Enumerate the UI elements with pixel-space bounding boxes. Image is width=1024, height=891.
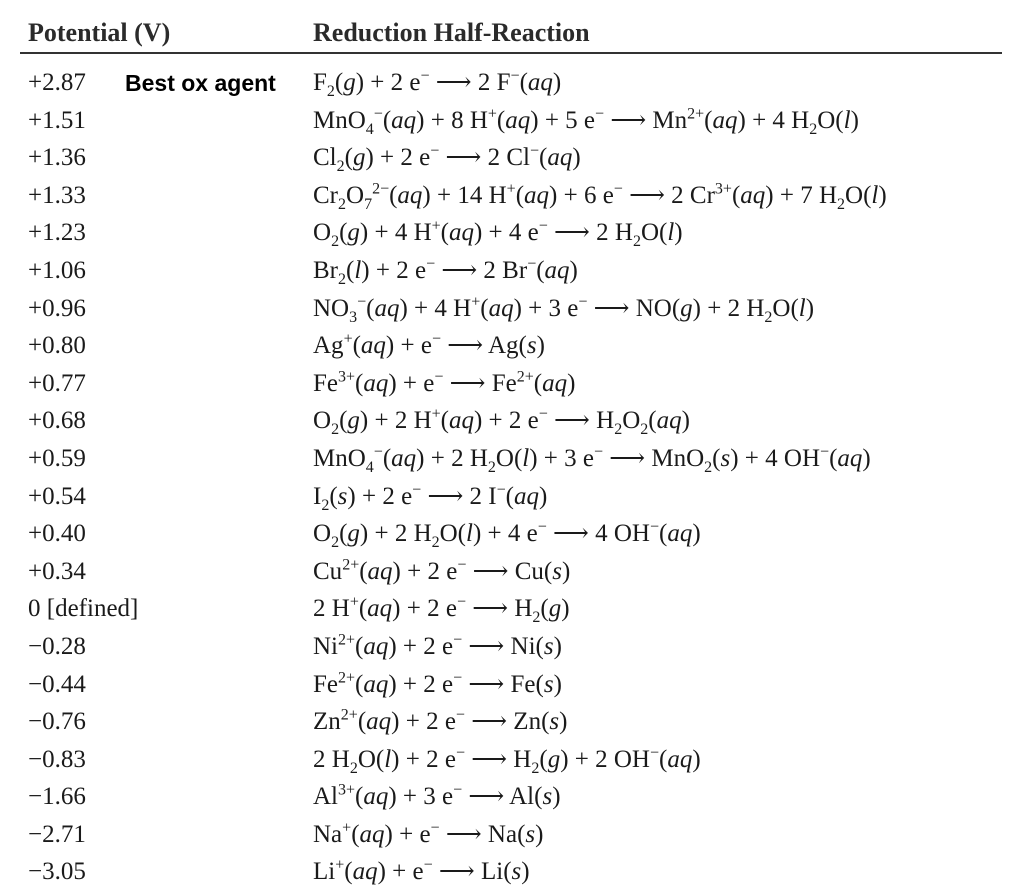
- potential-column-header: Potential (V): [28, 18, 171, 47]
- table-row: [0, 553, 1024, 591]
- table-row: [0, 139, 1024, 177]
- table-row: [0, 252, 1024, 290]
- potential-value: +1.23: [28, 219, 86, 247]
- potential-value: +2.87: [28, 69, 86, 96]
- table-row: [0, 816, 1024, 854]
- table-row: [0, 365, 1024, 403]
- half-reaction: MnO$_4$−(aq) + 8 H+(aq) + 5 e− ⟶ $Mn^{2+}(aq) + 4$ $H_2O(l)$: [313, 105, 859, 138]
- half-reaction: $Cu^{2+}(aq) + 2$ e− ⟶ Cu(s): [313, 556, 571, 585]
- potential-value: −0.28: [28, 632, 86, 660]
- table-row: [0, 703, 1024, 741]
- table-row: [0, 440, 1024, 478]
- half-reaction: Ag+(aq) + e− ⟶ Ag(s): [313, 330, 545, 360]
- potential-value: −0.76: [28, 708, 86, 736]
- table-header: [20, 12, 1002, 54]
- reaction-column-header: Reduction Half-Reaction: [313, 18, 590, 47]
- half-reaction: $O_2(g) + 2$ H+(aq) + 2 e− ⟶ $H_2O_2(aq)$: [313, 406, 690, 439]
- half-reaction: Na+(aq) + e− ⟶ Na(s): [313, 819, 544, 848]
- potential-value: −0.83: [28, 745, 86, 773]
- potential-value: +0.54: [28, 482, 86, 510]
- table-row: [0, 402, 1024, 440]
- table-row: [0, 327, 1024, 365]
- potential-value: +0.40: [28, 520, 86, 548]
- potential-value: +1.51: [28, 106, 86, 134]
- potential-value: +0.34: [28, 557, 86, 585]
- potential-value: −0.44: [28, 670, 86, 698]
- table-row: [0, 666, 1024, 704]
- half-reaction: $NO_3^-(aq) + 4$ H+(aq) + 3 e− ⟶ NO(g) + 2 $H_2O(l)$: [313, 293, 815, 326]
- potential-value: +0.59: [28, 444, 86, 472]
- table-row: [0, 102, 1024, 140]
- potential-value: +0.80: [28, 332, 86, 360]
- potential-value: −1.66: [28, 783, 86, 811]
- half-reaction: $O_2(g) + 2$ $H_2O(l) + 4$ e− ⟶ 4 OH−(aq): [313, 518, 701, 552]
- potential-value: +0.68: [28, 407, 86, 435]
- half-reaction: Li+(aq) + e− ⟶ Li(s): [313, 857, 530, 886]
- potential-value: −3.05: [28, 858, 86, 886]
- potential-value: +0.77: [28, 369, 86, 397]
- half-reaction: $Cr_2O_7^{2-}(aq) + 14$ H+(aq) + 6 e− ⟶ 2 $Cr^{3+}(aq) + 7$ $H_2O(l)$: [313, 180, 887, 213]
- potential-value: −2.71: [28, 820, 86, 848]
- half-reaction: 2 H+(aq) + 2 e− ⟶ $H_2(g)$: [313, 593, 570, 627]
- best-oxidizing-agent-annotation: Best ox agent: [125, 70, 276, 96]
- table-row: [0, 778, 1024, 816]
- table-row: [0, 741, 1024, 779]
- table-row: [0, 853, 1024, 891]
- half-reaction: 2 $H_2O(l) + 2$ e− ⟶ $H_2(g) + 2$ OH−(aq): [313, 744, 701, 777]
- potential-value: +1.33: [28, 181, 86, 209]
- half-reaction: MnO$_4$−(aq) + 2 $H_2O(l) + 3$ e− ⟶ MnO$_2$(s) + 4 OH−(aq): [313, 443, 871, 476]
- potential-value: 0 [defined]: [28, 595, 139, 623]
- half-reaction: $Ni^{2+}(aq) + 2$ e− ⟶ Ni(s): [313, 631, 562, 660]
- table-row: [0, 628, 1024, 666]
- table-row: [0, 478, 1024, 516]
- half-reaction: $F_2(g) + 2$ e− ⟶ 2 F−(aq): [313, 67, 562, 100]
- half-reaction: $Br_2(l) + 2$ e− ⟶ 2 Br−(aq): [313, 255, 578, 288]
- potential-value: +1.36: [28, 144, 86, 172]
- half-reaction: $Zn^{2+}(aq) + 2$ e− ⟶ Zn(s): [313, 706, 568, 736]
- half-reaction: $I_2(s) + 2$ e− ⟶ 2 I−(aq): [313, 481, 548, 514]
- half-reaction: $O_2(g) + 4$ H+(aq) + 4 e− ⟶ 2 $H_2O(l)$: [313, 218, 683, 251]
- table-row: [0, 590, 1024, 628]
- half-reaction: $Cl_2(g) + 2$ e− ⟶ 2 Cl−(aq): [313, 142, 581, 176]
- half-reaction: $Fe^{2+}(aq) + 2$ e− ⟶ Fe(s): [313, 669, 562, 698]
- half-reaction: $Al^{3+}(aq) + 3$ e− ⟶ Al(s): [313, 781, 561, 811]
- table-row: [0, 290, 1024, 328]
- table-row: [0, 177, 1024, 215]
- table-row: [0, 214, 1024, 252]
- potential-value: +0.96: [28, 294, 86, 322]
- table-row: [0, 515, 1024, 553]
- potential-value: +1.06: [28, 256, 86, 284]
- table-body: [0, 64, 1024, 891]
- half-reaction: $Fe^{3+}(aq) + e^-$ ⟶ $Fe^{2+}(aq)$: [313, 368, 576, 397]
